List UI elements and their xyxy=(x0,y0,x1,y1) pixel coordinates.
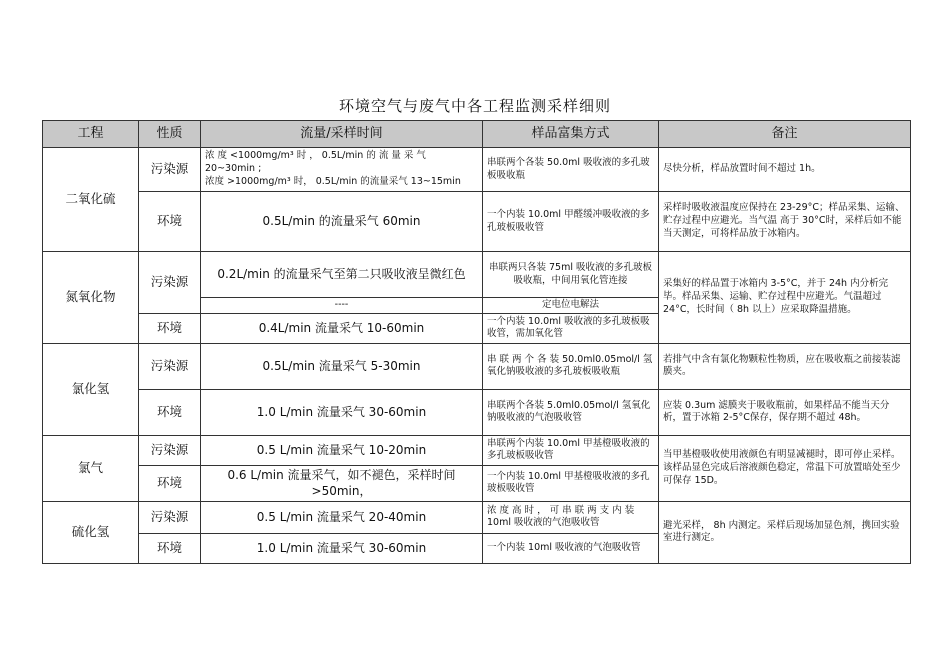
flow-cell: 1.0 L/min 流量采气 30-60min xyxy=(201,389,483,435)
header-method: 样品富集方式 xyxy=(483,121,659,148)
flow-cell: ---- xyxy=(201,298,483,314)
table-row xyxy=(43,192,911,252)
nature-cell: 环境 xyxy=(139,192,201,252)
notes-cell: 当甲基橙吸收使用液颜色有明显减褪时，即可停止采样。该样品显色完成后溶液颜色稳定，常温下可放置暗处至少可保存 15D。 xyxy=(659,435,911,501)
method-cell: 串联两个各装 5.0ml0.05mol/l 氢氧化钠吸收液的气泡吸收管 xyxy=(483,389,659,435)
header-notes: 备注 xyxy=(659,121,911,148)
table-row xyxy=(43,435,911,465)
flow-cell: 0.2L/min 的流量采气至第二只吸收液呈微红色 xyxy=(201,252,483,298)
method-cell: 一个内装 10.0ml 甲醛缓冲吸收液的多孔玻板吸收管 xyxy=(483,192,659,252)
header-nature: 性质 xyxy=(139,121,201,148)
table-row xyxy=(43,501,911,533)
flow-cell xyxy=(201,148,483,192)
nature-cell: 污染源 xyxy=(139,501,201,533)
flow-cell: 0.4L/min 流量采气 10-60min xyxy=(201,313,483,343)
method-cell: 串联两个内装 10.0ml 甲基橙吸收液的多孔玻板吸收管 xyxy=(483,435,659,465)
flow-cell: 0.6 L/min 流量采气，如不褪色，采样时间>50min， xyxy=(201,465,483,501)
nature-cell: 环境 xyxy=(139,389,201,435)
method-cell: 一个内装 10ml 吸收液的气泡吸收管 xyxy=(483,533,659,563)
notes-cell: 应装 0.3um 滤膜夹于吸收瓶前，如果样品不能当天分析，置于冰箱 2-5°C保存，保存期不超过 48h。 xyxy=(659,389,911,435)
nature-cell: 环境 xyxy=(139,465,201,501)
nature-cell: 污染源 xyxy=(139,435,201,465)
table-row xyxy=(43,252,911,298)
nature-cell: 污染源 xyxy=(139,343,201,389)
table-row xyxy=(43,343,911,389)
notes-cell: 尽快分析，样品放置时间不超过 1h。 xyxy=(659,148,911,192)
method-cell: 定电位电解法 xyxy=(483,298,659,314)
header-project: 工程 xyxy=(43,121,139,148)
project-cell: 硫化氢 xyxy=(43,501,139,563)
flow-cell: 0.5 L/min 流量采气 10-20min xyxy=(201,435,483,465)
flow-cell: 0.5L/min 的流量采气 60min xyxy=(201,192,483,252)
method-cell: 串联两个各装 50.0ml 吸收液的多孔玻板吸收瓶 xyxy=(483,148,659,192)
method-cell: 浓 度 高 时 ， 可 串 联 两 支 内 装 10ml 吸收液的气泡吸收管 xyxy=(483,501,659,533)
notes-cell: 采集好的样品置于冰箱内 3-5°C，并于 24h 内分析完毕。样品采集、运输、贮存过程中应避光。气温超过 24°C，长时间（ 8h 以上）应采取降温措施。 xyxy=(659,252,911,344)
flow-cell: 0.5 L/min 流量采气 20-40min xyxy=(201,501,483,533)
method-cell: 一个内装 10.0ml 甲基橙吸收液的多孔玻板吸收管 xyxy=(483,465,659,501)
project-cell: 氯气 xyxy=(43,435,139,501)
flow-cell: 1.0 L/min 流量采气 30-60min xyxy=(201,533,483,563)
nature-cell: 污染源 xyxy=(139,252,201,314)
nature-cell: 污染源 xyxy=(139,148,201,192)
flow-line: 浓度 >1000mg/m³ 时， 0.5L/min 的流量采气 13~15min xyxy=(205,175,461,187)
method-cell: 串联两只各装 75ml 吸收液的多孔玻板吸收瓶，中间用氧化管连接 xyxy=(483,252,659,298)
notes-cell: 若排气中含有氯化物颗粒性物质，应在吸收瓶之前接装滤膜夹。 xyxy=(659,343,911,389)
nature-cell: 环境 xyxy=(139,313,201,343)
project-cell: 氯化氢 xyxy=(43,343,139,435)
notes-cell: 避光采样， 8h 内测定。采样后现场加显色剂，携回实验室进行测定。 xyxy=(659,501,911,563)
project-cell: 氮氧化物 xyxy=(43,252,139,344)
table-row xyxy=(43,148,911,192)
flow-cell: 0.5L/min 流量采气 5-30min xyxy=(201,343,483,389)
flow-line: 浓 度 <1000mg/m³ 时 ， 0.5L/min 的 流 量 采 气 20~30min ; xyxy=(205,150,426,175)
page-title: 环境空气与废气中各工程监测采样细则 xyxy=(338,97,611,115)
method-cell: 串 联 两 个 各 装 50.0ml0.05mol/l 氢氧化钠吸收液的多孔玻板吸收瓶 xyxy=(483,343,659,389)
header-flow: 流量/采样时间 xyxy=(201,121,483,148)
method-cell: 一个内装 10.0ml 吸收液的多孔玻板吸收管，需加氧化管 xyxy=(483,313,659,343)
nature-cell: 环境 xyxy=(139,533,201,563)
sampling-table xyxy=(42,120,911,564)
project-cell: 二氧化硫 xyxy=(43,148,139,252)
header-row xyxy=(43,121,911,148)
table-row xyxy=(43,389,911,435)
notes-cell: 采样时吸收液温度应保持在 23-29°C；样品采集、运输、贮存过程中应避光。当气温 高于 30°C时，采样后如不能当天测定，可将样品放于冰箱内。 xyxy=(659,192,911,252)
